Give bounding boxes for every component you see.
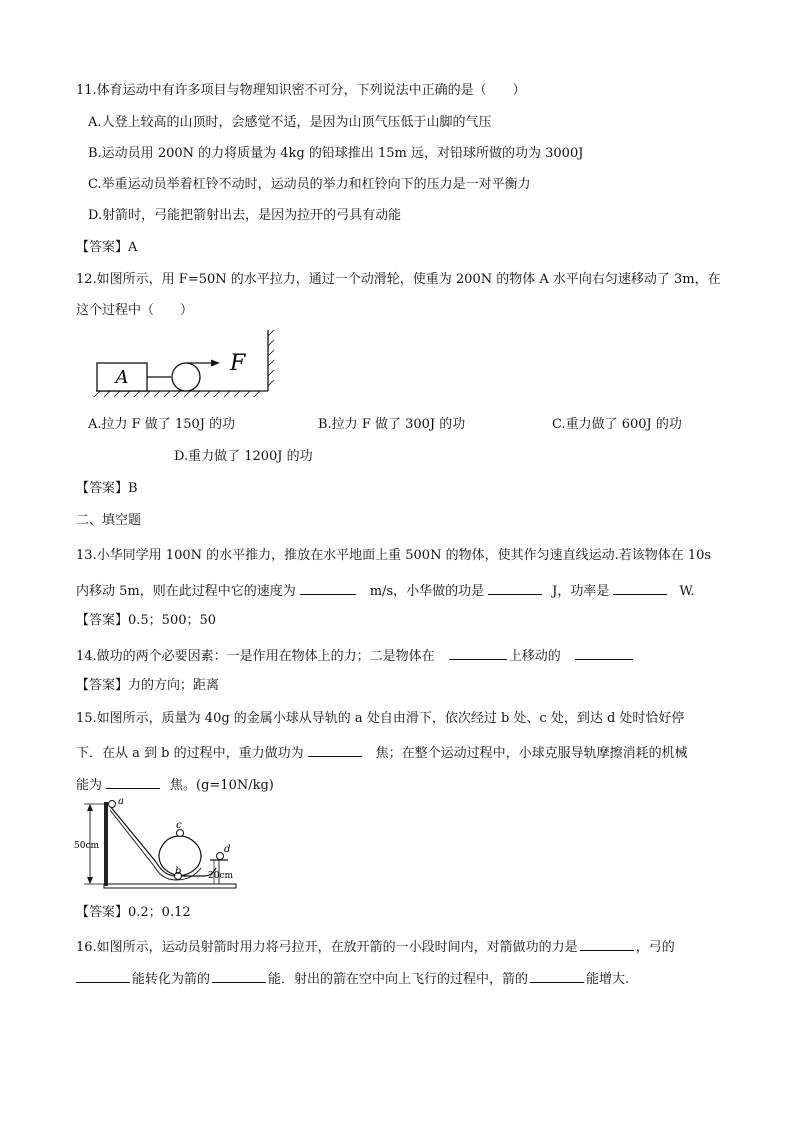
- q11-stem: 11.体育运动中有许多项目与物理知识密不可分，下列说法中正确的是（ ）: [76, 83, 526, 98]
- q15-text-a: 下．在从 a 到 b 的过程中，重力做功为: [76, 746, 304, 761]
- q11-answer: 【答案】A: [76, 240, 138, 255]
- q14-blank-1[interactable]: [449, 645, 507, 660]
- q13-text-b: m/s，小华做的功是: [369, 584, 485, 599]
- ball-d: [217, 853, 224, 860]
- q15-line2: [76, 742, 688, 763]
- q13-answer: 【答案】0.5；500；50: [76, 613, 217, 628]
- q12-answer: 【答案】B: [76, 481, 138, 496]
- label-d: d: [224, 844, 231, 855]
- q13-blank-speed[interactable]: [300, 580, 356, 595]
- q15-blank-gravity-work[interactable]: [308, 742, 362, 757]
- label-b: b: [175, 866, 182, 877]
- q12-option-d: D.重力做了 1200J 的功: [174, 449, 313, 464]
- q15-blank-energy[interactable]: [106, 774, 160, 789]
- force-arrow-head: [211, 360, 220, 367]
- q15-track-figure: [74, 796, 244, 894]
- q13-line2: [76, 580, 695, 601]
- q15-text-d: 焦。(g=10N/kg): [170, 778, 274, 793]
- label-a: a: [118, 796, 124, 807]
- q16-text-b: ，弓的: [635, 940, 675, 955]
- track-curve-inner: [110, 810, 201, 880]
- q11-option-c: C.举重运动员举着杠铃不动时，运动员的举力和杠铃向下的压力是一对平衡力: [88, 177, 531, 192]
- q12-stem-line2: 这个过程中（ ）: [76, 303, 194, 318]
- q13-text-c: J，功率是: [552, 584, 610, 599]
- q16-line1: [76, 936, 675, 957]
- q14-answer: 【答案】力的方向；距离: [76, 678, 220, 693]
- q12-option-b: B.拉力 F 做了 300J 的功: [318, 417, 466, 432]
- q11-option-a: A.人登上较高的山顶时，会感觉不适，是因为山顶气压低于山脚的气压: [88, 115, 492, 130]
- q14-blank-2[interactable]: [575, 645, 633, 660]
- wall-hatching: [268, 330, 274, 386]
- ball-a: [109, 801, 116, 808]
- track-post: [104, 802, 108, 886]
- q12-pulley-figure: [90, 326, 290, 398]
- q16-blank-arrow-energy[interactable]: [212, 968, 266, 983]
- force-label: F: [230, 351, 246, 376]
- section-heading: 二、填空题: [76, 513, 142, 528]
- ground-hatching: [94, 391, 260, 397]
- q16-text-e: 能增大.: [586, 972, 630, 987]
- label-c: c: [176, 820, 182, 831]
- q15-text-b: 焦；在整个运动过程中，小球克服导轨摩擦消耗的机械: [375, 746, 688, 761]
- q13-text-d: W.: [679, 584, 695, 599]
- q11-option-b: B.运动员用 200N 的力将质量为 4kg 的铅球推出 15m 远，对铅球所做的功为 3000J: [88, 146, 584, 161]
- q15-answer: 【答案】0.2；0.12: [76, 905, 191, 920]
- q13-text-a: 内移动 5m，则在此过程中它的速度为: [76, 584, 296, 599]
- q12-option-c: C.重力做了 600J 的功: [552, 417, 682, 432]
- track-base: [104, 884, 236, 888]
- q16-text-d: 能．射出的箭在空中向上飞行的过程中，箭的: [268, 972, 529, 987]
- q16-blank-bow-energy[interactable]: [76, 968, 130, 983]
- q14-text-b: 上移动的: [508, 649, 561, 664]
- q16-blank-increase[interactable]: [530, 968, 584, 983]
- track-curve: [110, 806, 216, 876]
- q15-text-c: 能为: [76, 778, 103, 793]
- q11-option-d: D.射箭时，弓能把箭射出去，是因为拉开的弓具有动能: [88, 208, 402, 223]
- height-label-50: 50cm: [74, 841, 100, 851]
- height-label-20: 20cm: [208, 871, 234, 881]
- q16-text-c: 能转化为箭的: [132, 972, 211, 987]
- q15-line3: [76, 774, 274, 795]
- block-a-label: A: [115, 367, 129, 388]
- q16-line2: [76, 968, 629, 989]
- q12-option-a: A.拉力 F 做了 150J 的功: [88, 417, 236, 432]
- q14-text-a: 14.做功的两个必要因素：一是作用在物体上的力；二是物体在: [76, 649, 435, 664]
- q13-line1: 13.小华同学用 100N 的水平推力，推放在水平地面上重 500N 的物体，使其作匀速直线运动.若该物体在 10s: [76, 548, 712, 563]
- q13-blank-power[interactable]: [613, 580, 667, 595]
- q14-line1: [76, 645, 633, 666]
- q13-blank-work[interactable]: [488, 580, 542, 595]
- q16-text-a: 16.如图所示，运动员射箭时用力将弓拉开，在放开箭的一小段时间内，对箭做功的力是: [76, 940, 578, 955]
- q12-stem-line1: 12.如图所示，用 F=50N 的水平拉力，通过一个动滑轮，使重为 200N 的物体 A 水平向右匀速移动了 3m，在: [76, 272, 721, 287]
- pulley-wheel: [172, 363, 200, 391]
- q15-line1: 15.如图所示，质量为 40g 的金属小球从导轨的 a 处自由滑下，依次经过 b 处、c 处，到达 d 处时恰好停: [76, 711, 685, 726]
- q16-blank-force[interactable]: [580, 936, 634, 951]
